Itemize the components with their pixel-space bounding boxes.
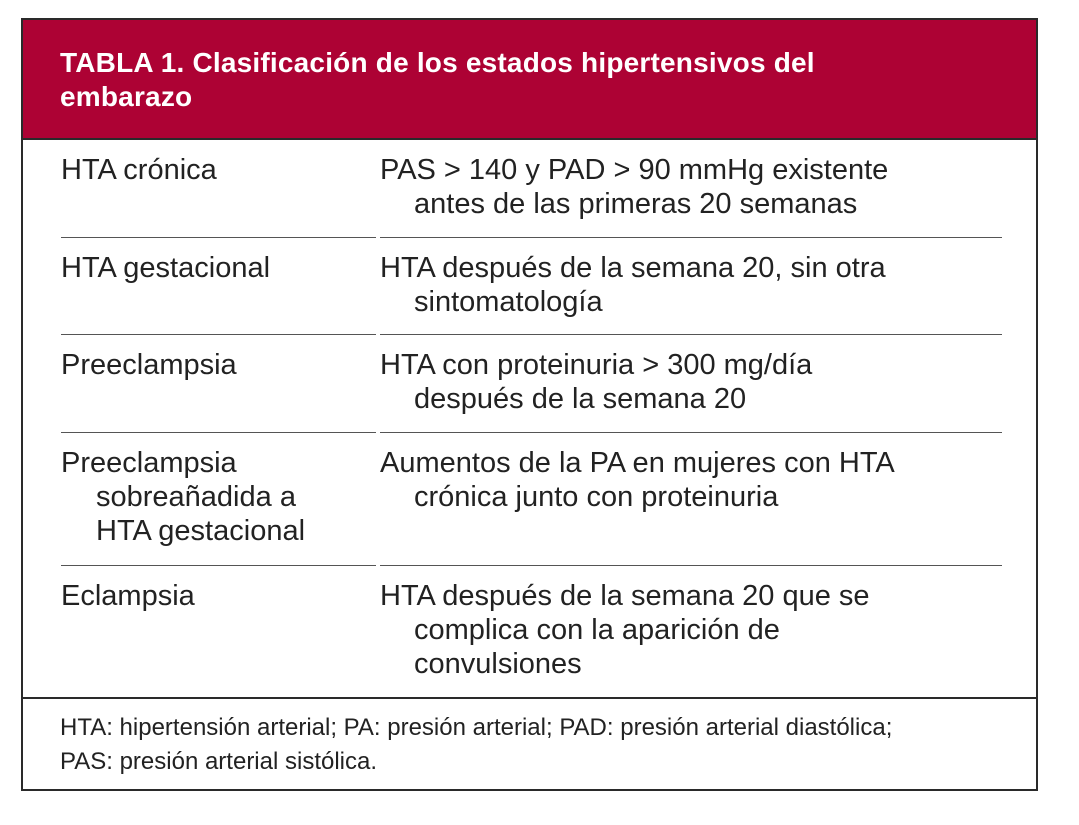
term-line: Preeclampsia xyxy=(61,447,237,479)
definition-line: después de la semana 20 xyxy=(414,383,747,415)
table-row xyxy=(23,335,1036,433)
table-header xyxy=(23,20,1036,140)
row-term xyxy=(61,153,361,187)
row-definition xyxy=(380,579,1000,681)
definition-line: HTA después de la semana 20, sin otra xyxy=(380,252,886,284)
definition-line: PAS > 140 y PAD > 90 mmHg existente xyxy=(380,154,889,186)
term-line: Eclampsia xyxy=(61,580,195,612)
row-definition xyxy=(380,251,1000,319)
table-row xyxy=(23,140,1036,238)
footnote-text: HTA: hipertensión arterial; PA: presión arterial; PAD: presión arterial diastólica; PAS: presión arterial sistólica. xyxy=(60,714,893,775)
row-definition xyxy=(380,348,1000,416)
table-row xyxy=(23,238,1036,335)
definition-line: convulsiones xyxy=(414,648,582,680)
definition-line: sintomatología xyxy=(414,286,603,318)
definition-line: crónica junto con proteinuria xyxy=(414,481,779,513)
term-line: Preeclampsia xyxy=(61,349,237,381)
definition-line: complica con la aparición de xyxy=(414,614,780,646)
table-row xyxy=(23,433,1036,566)
table-footnote xyxy=(23,697,1036,789)
definition-line: antes de las primeras 20 semanas xyxy=(414,188,858,220)
row-term xyxy=(61,251,361,285)
table-body xyxy=(23,140,1036,700)
row-definition xyxy=(380,153,1000,221)
classification-table xyxy=(21,18,1038,791)
table-row xyxy=(23,566,1036,700)
row-term xyxy=(61,579,361,613)
term-line: sobreañadida a xyxy=(96,481,296,513)
row-term xyxy=(61,348,361,382)
table-title: TABLA 1. Clasificación de los estados hipertensivos del embarazo xyxy=(60,47,815,112)
definition-line: Aumentos de la PA en mujeres con HTA xyxy=(380,447,895,479)
row-term xyxy=(61,446,361,548)
term-line: HTA gestacional xyxy=(96,515,306,547)
term-line: HTA gestacional xyxy=(61,252,271,284)
row-definition xyxy=(380,446,1000,514)
term-line: HTA crónica xyxy=(61,154,217,186)
definition-line: HTA después de la semana 20 que se xyxy=(380,580,870,612)
definition-line: HTA con proteinuria > 300 mg/día xyxy=(380,349,813,381)
